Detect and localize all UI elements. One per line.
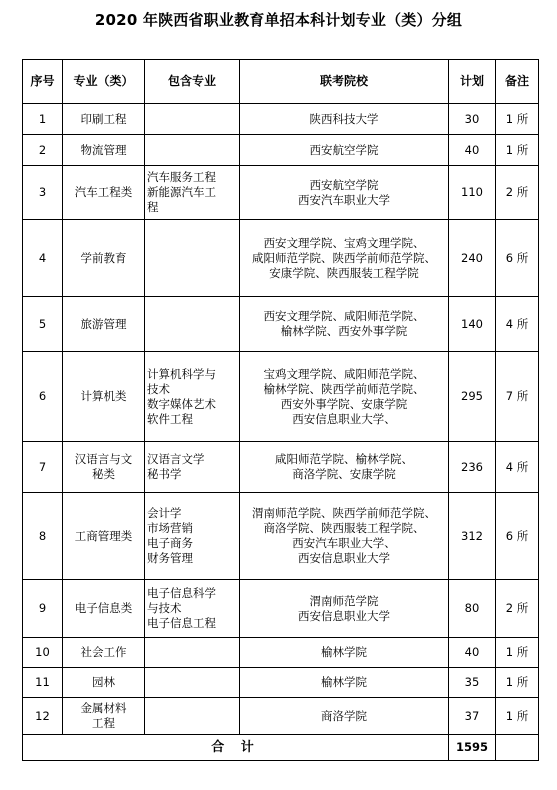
cell-plan: 236 <box>449 442 496 493</box>
cell-included <box>145 442 240 493</box>
cell-schools <box>240 297 449 352</box>
cell-included-line: 技术 <box>147 381 170 396</box>
cell-schools <box>240 580 449 638</box>
cell-no: 6 <box>23 352 63 442</box>
cell-plan: 80 <box>449 580 496 638</box>
table-row <box>23 638 539 668</box>
cell-included <box>145 220 240 297</box>
cell-included-line: 软件工程 <box>147 411 193 426</box>
total-note <box>496 735 539 761</box>
cell-included-line: 财务管理 <box>147 551 193 565</box>
cell-schools-line: 陕西科技大学 <box>309 111 379 126</box>
cell-schools <box>240 166 449 220</box>
cell-included-line: 程 <box>147 200 159 214</box>
cell-major-line: 汉语言与文 <box>74 452 133 466</box>
cell-major <box>63 220 145 297</box>
cell-schools-line: 商洛学院 <box>321 708 367 723</box>
cell-schools-line: 西安航空学院 <box>309 177 379 192</box>
cell-plan: 295 <box>449 352 496 442</box>
cell-plan: 37 <box>449 698 496 735</box>
table-row <box>23 166 539 220</box>
header-plan: 计划 <box>449 60 496 104</box>
cell-note: 2 所 <box>496 166 539 220</box>
table-row <box>23 668 539 698</box>
cell-major-line: 计算机类 <box>80 389 127 403</box>
cell-included <box>145 166 240 220</box>
cell-note: 7 所 <box>496 352 539 442</box>
cell-schools-line: 榆林学院、西安外事学院 <box>280 324 408 338</box>
cell-schools-line: 西安汽车职业大学 <box>298 192 390 207</box>
cell-no: 7 <box>23 442 63 493</box>
table-row <box>23 698 539 735</box>
cell-schools-line: 西安信息职业大学 <box>298 551 390 565</box>
cell-included-line: 电子信息科学 <box>147 586 216 600</box>
cell-note: 2 所 <box>496 580 539 638</box>
cell-major <box>63 580 145 638</box>
cell-schools-line: 榆林学院 <box>321 645 367 659</box>
header-no: 序号 <box>23 60 63 104</box>
cell-schools-line: 西安信息职业大学、 <box>292 411 396 426</box>
cell-schools-line: 西安外事学院、安康学院 <box>280 396 408 411</box>
cell-note: 1 所 <box>496 668 539 698</box>
cell-included-line: 市场营销 <box>147 521 193 535</box>
cell-plan: 110 <box>449 166 496 220</box>
cell-note: 1 所 <box>496 638 539 668</box>
cell-no: 3 <box>23 166 63 220</box>
cell-schools <box>240 104 449 135</box>
cell-schools-line: 宝鸡文理学院、咸阳师范学院、 <box>263 366 425 381</box>
table-row <box>23 297 539 352</box>
cell-included-line: 秘书学 <box>147 467 182 481</box>
header-row <box>23 60 539 104</box>
cell-plan: 40 <box>449 135 496 166</box>
cell-schools-line: 安康学院、陕西服装工程学院 <box>269 265 419 280</box>
cell-schools-line: 榆林学院、陕西学前师范学院、 <box>263 381 425 396</box>
cell-major-line: 汽车工程类 <box>74 185 133 199</box>
table-row <box>23 220 539 297</box>
header-note: 备注 <box>496 60 539 104</box>
cell-major-line: 工商管理类 <box>74 528 133 543</box>
cell-schools <box>240 493 449 580</box>
cell-schools-line: 榆林学院 <box>321 675 367 689</box>
cell-major <box>63 352 145 442</box>
cell-major-line: 秘类 <box>92 467 115 481</box>
cell-no: 1 <box>23 104 63 135</box>
cell-included-line: 与技术 <box>147 601 182 615</box>
cell-plan: 40 <box>449 638 496 668</box>
cell-note: 1 所 <box>496 135 539 166</box>
cell-plan: 140 <box>449 297 496 352</box>
cell-major <box>63 442 145 493</box>
header-included: 包含专业 <box>145 60 240 104</box>
table-row <box>23 442 539 493</box>
cell-schools-line: 西安文理学院、咸阳师范学院、 <box>263 309 425 323</box>
cell-no: 4 <box>23 220 63 297</box>
cell-plan: 312 <box>449 493 496 580</box>
cell-schools-line: 西安汽车职业大学、 <box>292 536 396 550</box>
cell-schools-line: 咸阳师范学院、榆林学院、 <box>275 452 413 466</box>
total-value: 1595 <box>449 735 496 761</box>
cell-schools-line: 商洛学院、安康学院 <box>292 467 396 481</box>
cell-no: 2 <box>23 135 63 166</box>
cell-note: 1 所 <box>496 698 539 735</box>
cell-note: 6 所 <box>496 220 539 297</box>
cell-included-line: 汉语言文学 <box>147 452 205 466</box>
cell-included <box>145 352 240 442</box>
cell-schools-line: 咸阳师范学院、陕西学前师范学院、 <box>252 250 436 265</box>
cell-included <box>145 135 240 166</box>
cell-no: 5 <box>23 297 63 352</box>
cell-note: 4 所 <box>496 297 539 352</box>
cell-no: 12 <box>23 698 63 735</box>
total-label: 合 计 <box>23 735 449 761</box>
cell-included-line: 汽车服务工程 <box>147 170 216 184</box>
page-title: 2020 年陕西省职业教育单招本科计划专业（类）分组 <box>94 11 463 29</box>
cell-included <box>145 698 240 735</box>
cell-included <box>145 668 240 698</box>
cell-included-line: 电子商务 <box>147 536 193 550</box>
cell-schools-line: 西安文理学院、宝鸡文理学院、 <box>263 235 425 250</box>
table-row <box>23 493 539 580</box>
cell-major <box>63 698 145 735</box>
cell-schools <box>240 698 449 735</box>
cell-major-line: 园林 <box>92 675 115 689</box>
table-row <box>23 352 539 442</box>
cell-schools-line: 西安信息职业大学 <box>298 608 390 623</box>
cell-major <box>63 166 145 220</box>
cell-major <box>63 104 145 135</box>
cell-major <box>63 668 145 698</box>
cell-no: 9 <box>23 580 63 638</box>
cell-included-line: 会计学 <box>147 506 182 520</box>
cell-included <box>145 297 240 352</box>
cell-major <box>63 135 145 166</box>
table-row <box>23 135 539 166</box>
header-major: 专业（类） <box>63 60 145 104</box>
cell-schools <box>240 638 449 668</box>
cell-major-line: 工程 <box>92 716 115 730</box>
cell-included-line: 新能源汽车工 <box>147 185 216 199</box>
cell-included-line: 电子信息工程 <box>147 616 216 630</box>
cell-schools <box>240 352 449 442</box>
cell-schools <box>240 135 449 166</box>
cell-note: 6 所 <box>496 493 539 580</box>
cell-schools-line: 西安航空学院 <box>309 142 379 157</box>
cell-major <box>63 638 145 668</box>
table-row <box>23 580 539 638</box>
cell-no: 11 <box>23 668 63 698</box>
cell-major <box>63 297 145 352</box>
table-row <box>23 104 539 135</box>
cell-schools-line: 渭南师范学院、陕西学前师范学院、 <box>252 506 436 520</box>
cell-included-line: 计算机科学与 <box>147 366 216 381</box>
cell-schools-line: 商洛学院、陕西服装工程学院、 <box>263 521 425 535</box>
cell-schools <box>240 668 449 698</box>
cell-major-line: 旅游管理 <box>80 316 127 331</box>
plan-table <box>22 59 539 761</box>
cell-no: 10 <box>23 638 63 668</box>
cell-included <box>145 638 240 668</box>
cell-schools <box>240 220 449 297</box>
cell-major-line: 社会工作 <box>80 645 127 659</box>
cell-note: 4 所 <box>496 442 539 493</box>
cell-plan: 240 <box>449 220 496 297</box>
cell-major-line: 物流管理 <box>80 142 127 157</box>
cell-included-line: 数字媒体艺术 <box>147 396 216 411</box>
cell-schools <box>240 442 449 493</box>
header-schools: 联考院校 <box>240 60 449 104</box>
cell-no: 8 <box>23 493 63 580</box>
cell-plan: 35 <box>449 668 496 698</box>
total-row <box>23 735 539 761</box>
cell-major <box>63 493 145 580</box>
cell-included <box>145 580 240 638</box>
cell-included <box>145 493 240 580</box>
cell-schools-line: 渭南师范学院 <box>309 593 379 608</box>
cell-major-line: 学前教育 <box>80 250 127 265</box>
cell-plan: 30 <box>449 104 496 135</box>
cell-included <box>145 104 240 135</box>
cell-major-line: 电子信息类 <box>74 601 133 615</box>
table-body <box>23 104 539 735</box>
cell-note: 1 所 <box>496 104 539 135</box>
cell-major-line: 金属材料 <box>80 701 127 715</box>
cell-major-line: 印刷工程 <box>80 111 127 126</box>
